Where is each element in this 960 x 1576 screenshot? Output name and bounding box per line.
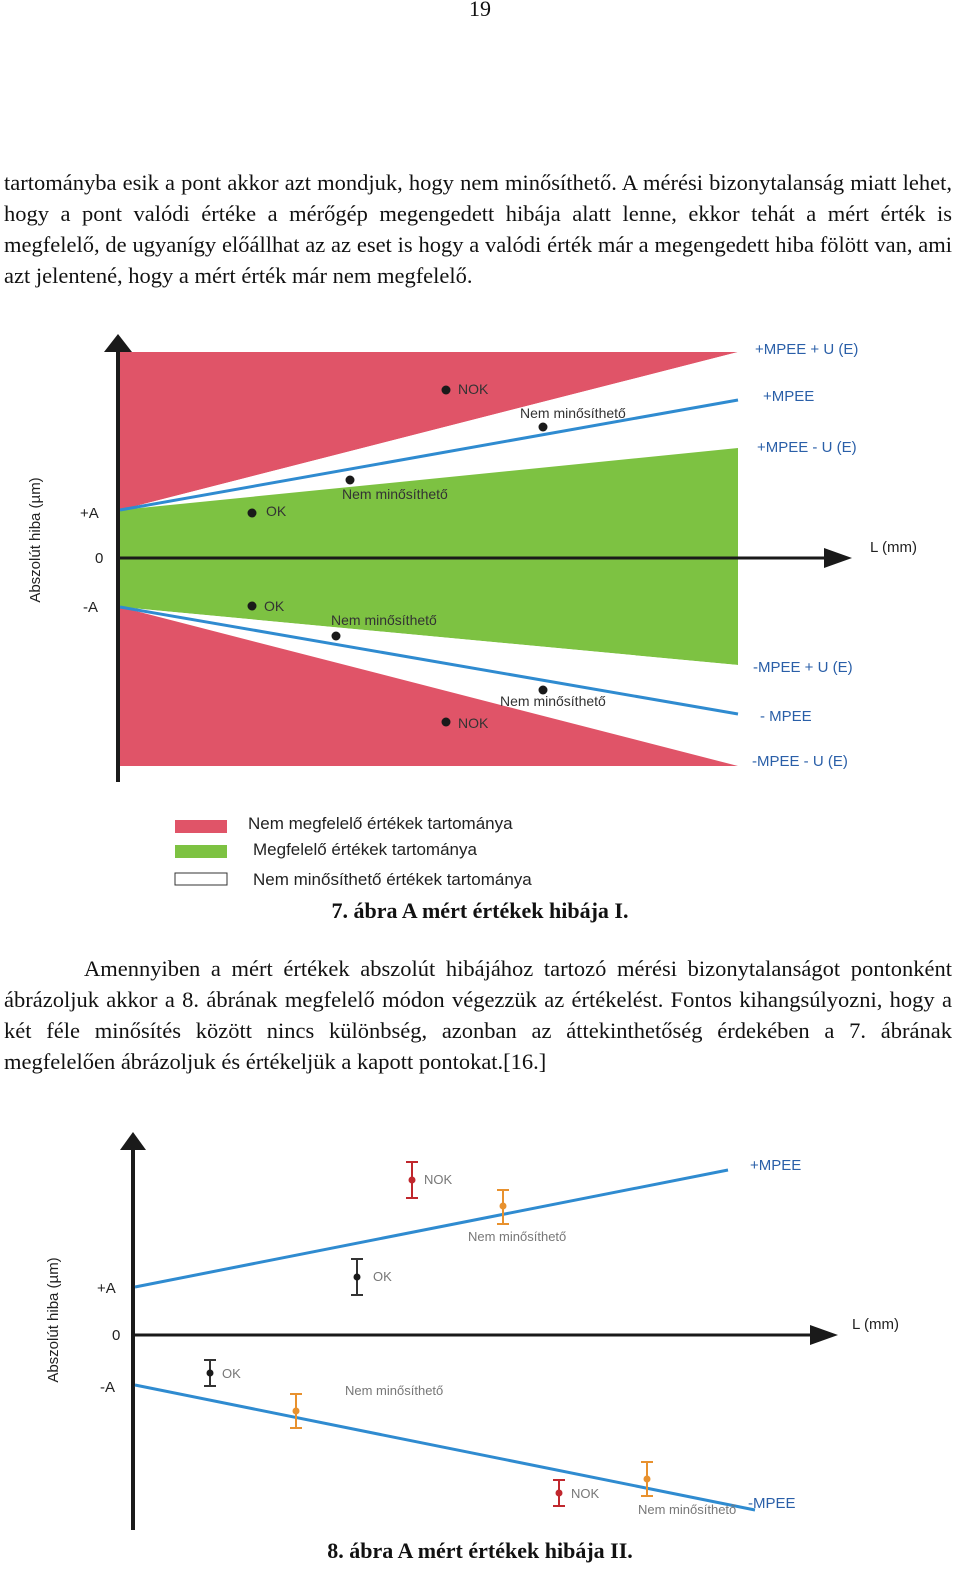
legend-swatch-white <box>175 873 227 885</box>
figure-8 <box>0 1120 960 1560</box>
tick-plus-a: +A <box>97 1280 116 1297</box>
legend-swatch-green <box>175 845 227 858</box>
legend-label-red: Nem megfelelő értékek tartománya <box>248 814 513 833</box>
figure-8-caption: 8. ábra A mért értékek hibája II. <box>327 1538 633 1563</box>
legend-label-white: Nem minősíthető értékek tartománya <box>253 870 532 889</box>
paragraph-2: Amennyiben a mért értékek abszolút hibájához tartozó mérési bizonytalanságot pontonként ábrázoljuk akkor a 8. ábrának megfelelő módon végezzük az értékelést. Fontos kihangsúlyozni, hogy a két féle minősítés között nincs különbség, azonban az áttekinthetőség érdekében a 7. ábrának megfelelően ábrázoljuk és értékeljük a kapott pontokat.[16.] <box>4 956 952 1074</box>
point-label-nm-top-inner: Nem minősíthető <box>342 486 448 502</box>
point-label-nok-bottom: NOK <box>458 715 489 731</box>
point-nm-top-outer <box>539 423 548 432</box>
tick-plus-a: +A <box>80 505 99 522</box>
point-nok-top <box>409 1177 416 1184</box>
legend-label-green: Megfelelő értékek tartománya <box>253 840 477 859</box>
point-label-ok-bottom: OK <box>222 1366 241 1381</box>
upper-mpe-line <box>135 1170 728 1287</box>
y-axis-arrow <box>104 334 132 352</box>
point-nm-bottom-right <box>644 1476 651 1483</box>
tick-zero: 0 <box>95 550 104 567</box>
x-axis-arrow <box>824 548 852 568</box>
point-label-nm-bottom-right: Nem minősíthető <box>638 1502 737 1517</box>
y-axis-title: Abszolút hiba (µm) <box>27 477 44 603</box>
label-lower-inner: -MPEE + U (E) <box>753 659 853 676</box>
point-label-nok-top: NOK <box>458 381 489 397</box>
point-nm-top <box>500 1203 507 1210</box>
point-nok-bottom <box>556 1490 563 1497</box>
legend-swatch-red <box>175 820 227 833</box>
point-label-nm-bottom: Nem minősíthető <box>345 1383 444 1398</box>
figure-7-caption: 7. ábra A mért értékek hibája I. <box>331 898 629 923</box>
page-number: 19 <box>469 0 491 21</box>
point-label-nm-top: Nem minősíthető <box>468 1229 567 1244</box>
point-label-nm-top-outer: Nem minősíthető <box>520 405 626 421</box>
point-label-nm-bottom-outer: Nem minősíthető <box>500 693 606 709</box>
label-upper-mid: +MPEE <box>763 388 815 405</box>
point-nok-top <box>442 386 451 395</box>
label-lower-mid: - MPEE <box>760 708 812 725</box>
point-ok-top <box>354 1274 361 1281</box>
tick-zero: 0 <box>112 1327 121 1344</box>
lower-mpe-line <box>135 1385 755 1510</box>
label-upper-outer: +MPEE + U (E) <box>755 341 859 358</box>
point-label-ok-bottom: OK <box>264 598 285 614</box>
point-ok-bottom <box>207 1370 214 1377</box>
x-axis-arrow <box>810 1325 838 1345</box>
point-ok-bottom <box>248 602 257 611</box>
label-lower-outer: -MPEE - U (E) <box>752 753 848 770</box>
label-upper-mpe: +MPEE <box>750 1157 802 1174</box>
tick-minus-a: -A <box>83 599 98 616</box>
y-axis-title: Abszolút hiba (µm) <box>45 1257 62 1383</box>
x-axis-label: L (mm) <box>870 539 917 556</box>
point-ok-top <box>248 509 257 518</box>
paragraph-1: tartományba esik a pont akkor azt mondjuk, hogy nem minősíthető. A mérési bizonytalanság miatt lehet, hogy a pont valódi értéke a mérőgép megengedett hibája alatt lenne, ekkor tehát a mért érték is megfelelő, de ugyanígy előállhat az az eset is hogy a valódi érték már a megengedett hiba fölött van, ami azt jelentené, hogy a mért érték már nem megfelelő. <box>4 170 952 288</box>
point-label-nok-top: NOK <box>424 1172 453 1187</box>
point-label-nok-bottom: NOK <box>571 1486 600 1501</box>
tick-minus-a: -A <box>100 1379 115 1396</box>
point-label-nm-bottom-inner: Nem minősíthető <box>331 612 437 628</box>
point-label-ok-top: OK <box>266 503 287 519</box>
point-nm-bottom-inner <box>332 632 341 641</box>
point-nok-bottom <box>442 718 451 727</box>
point-nm-bottom <box>293 1408 300 1415</box>
label-upper-inner: +MPEE - U (E) <box>757 439 857 456</box>
y-axis-arrow <box>120 1132 146 1150</box>
label-lower-mpe: -MPEE <box>748 1495 796 1512</box>
x-axis-label: L (mm) <box>852 1316 899 1333</box>
point-nm-top-inner <box>346 476 355 485</box>
point-label-ok-top: OK <box>373 1269 392 1284</box>
